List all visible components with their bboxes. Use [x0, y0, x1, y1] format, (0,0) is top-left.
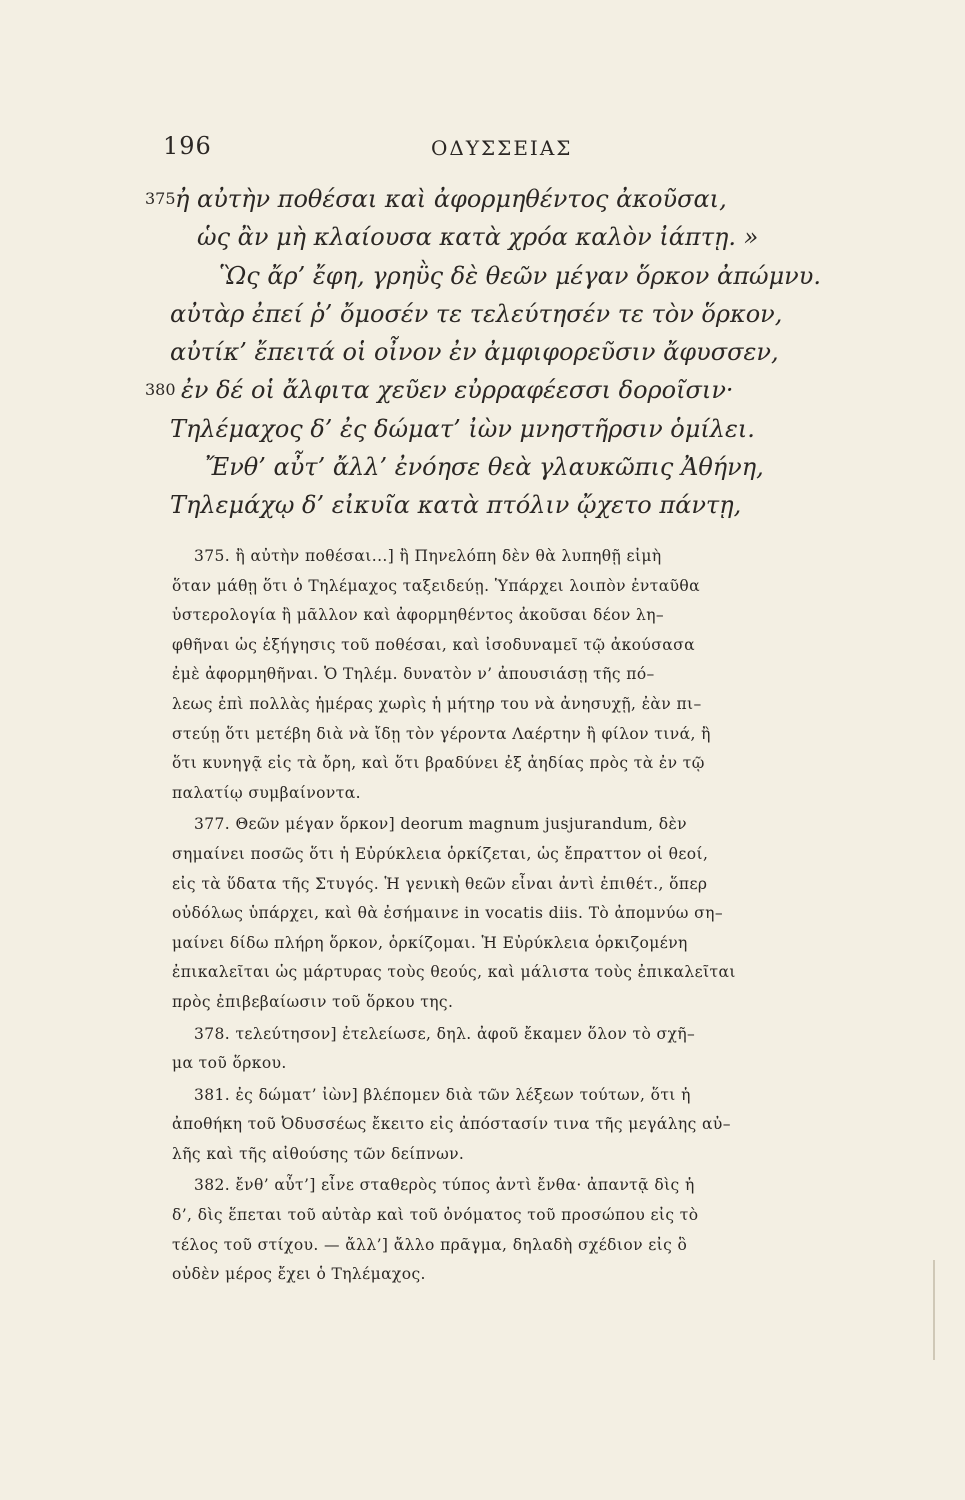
note-line: οὐδόλως ὑπάρχει, καὶ θὰ ἐσήμαινε in vocatis diis. Τὸ ἀπομνύω ση–: [172, 904, 723, 923]
verse-line: [145, 333, 805, 371]
note-line: πρὸς ἐπιβεβαίωσιν τοῦ ὅρκου της.: [172, 992, 454, 1011]
note-line: παλατίῳ συμβαίνοντα.: [172, 783, 361, 802]
verse-text: Τηλεμάχῳ δ’ εἰκυῖα κατὰ πτόλιν ᾤχετο πάντῃ,: [170, 491, 742, 520]
page-edge-mark: [933, 1260, 935, 1360]
verse-text: αὐτίκ’ ἔπειτά οἱ οἶνον ἐν ἀμφιφορεῦσιν ἄφυσσεν,: [170, 338, 779, 367]
note-line: ὑστερολογία ἢ μᾶλλον καὶ ἀφορμηθέντος ἀκοῦσαι δέον λη–: [172, 606, 665, 625]
note-line: φθῆναι ὡς ἐξήγησις τοῦ ποθέσαι, καὶ ἰσοδυναμεῖ τῷ ἀκούσασα: [172, 635, 695, 654]
verse-text: Ἔνθ’ αὖτ’ ἄλλ’ ἐνόησε θεὰ γλαυκῶπις Ἀθήνη,: [205, 453, 764, 482]
note-line: εἰς τὰ ὕδατα τῆς Στυγός. Ἡ γενικὴ θεῶν εἶναι ἀντὶ ἐπιθέτ., ὅπερ: [172, 874, 708, 893]
note-line: λῆς καὶ τῆς αἰθούσης τῶν δείπνων.: [172, 1144, 465, 1163]
page-header: [163, 132, 793, 172]
note-line: στεύῃ ὅτι μετέβη διὰ νὰ ἴδῃ τὸν γέροντα Λαέρτην ἢ φίλον τινά, ἢ: [172, 724, 711, 743]
verse-text: αὐτὰρ ἐπεί ῥ’ ὄμοσέν τε τελεύτησέν τε τὸν ὅρκον,: [170, 299, 783, 328]
note-line: 375. ἢ αὐτὴν ποθέσαι...] ἢ Πηνελόπη δὲν θὰ λυπηθῇ εἰμὴ: [194, 547, 662, 565]
verse-line: [145, 448, 805, 486]
note-line: ὅταν μάθῃ ὅτι ὁ Τηλέμαχος ταξειδεύῃ. Ὑπάρχει λοιπὸν ἐνταῦθα: [172, 576, 701, 595]
verse-line: [145, 371, 805, 409]
note-line: σημαίνει ποσῶς ὅτι ἡ Εὐρύκλεια ὁρκίζεται, ὡς ἔπραττον οἱ θεοί,: [172, 844, 709, 863]
verse-line: [145, 295, 805, 333]
verse-text: ἠ αὐτὴν ποθέσαι καὶ ἀφορμηθέντος ἀκοῦσαι,: [175, 185, 727, 213]
verse-line: [145, 257, 821, 295]
verse-line: [145, 486, 805, 524]
verse-number: 375: [145, 189, 176, 208]
commentary-notes: [172, 542, 822, 1290]
note-line: οὐδὲν μέρος ἔχει ὁ Τηλέμαχος.: [172, 1265, 426, 1284]
verse-line: [145, 218, 805, 256]
note-line: 382. ἔνθ’ αὖτ’] εἶνε σταθερὸς τύπος ἀντὶ ἔνθα· ἀπαντᾷ δὶς ἡ: [194, 1176, 695, 1195]
verse-line: [145, 180, 805, 218]
note-line: 381. ἐς δώματ’ ἰὼν] βλέπομεν διὰ τῶν λέξεων τούτων, ὅτι ἡ: [194, 1085, 691, 1104]
note-line: ἐμὲ ἀφορμηθῆναι. Ὁ Τηλέμ. δυνατὸν ν’ ἀπουσιάσῃ τῆς πό–: [172, 665, 655, 684]
note-line: 377. Θεῶν μέγαν ὅρκον] deorum magnum jusjurandum, δὲν: [194, 815, 687, 834]
note-line: τέλος τοῦ στίχου. — ἄλλ’] ἄλλο πρᾶγμα, δηλαδὴ σχέδιον εἰς ὃ: [172, 1235, 688, 1254]
verse-line: [145, 410, 805, 448]
note-line: μαίνει δίδω πλήρη ὅρκον, ὁρκίζομαι. Ἡ Εὐρύκλεια ὁρκιζομένη: [172, 933, 688, 952]
running-title: ΟΔΥΣΣΕΙΑΣ: [431, 136, 573, 160]
note-line: δ’, δὶς ἕπεται τοῦ αὐτὰρ καὶ τοῦ ὀνόματος τοῦ προσώπου εἰς τὸ: [172, 1206, 699, 1225]
note-line: ἀποθήκη τοῦ Ὀδυσσέως ἔκειτο εἰς ἀπόστασίν τινα τῆς μεγάλης αὐ–: [172, 1115, 731, 1134]
note-line: ὅτι κυνηγᾷ εἰς τὰ ὄρη, καὶ ὅτι βραδύνει ἐξ ἀηδίας πρὸς τὰ ἐν τῷ: [172, 754, 705, 773]
page-number: 196: [163, 132, 212, 160]
verse-text: ἐν δέ οἱ ἄλφιτα χεῦεν εὐρραφέεσσι δοροῖσιν·: [181, 376, 734, 405]
verse-number: 380: [145, 380, 176, 400]
verse-text: Τηλέμαχος δ’ ἐς δώματ’ ἰὼν μνηστῆρσιν ὁμίλει.: [170, 414, 755, 443]
verse-block: [145, 180, 821, 525]
verse-text: ὡς ἂν μὴ κλαίουσα κατὰ χρόα καλὸν ἰάπτῃ. »: [197, 223, 759, 252]
note-line: 378. τελεύτησον] ἐτελείωσε, δηλ. ἀφοῦ ἔκαμεν ὅλον τὸ σχῆ–: [194, 1024, 696, 1043]
note-line: μα τοῦ ὅρκου.: [172, 1054, 287, 1073]
note-line: ἐπικαλεῖται ὡς μάρτυρας τοὺς θεούς, καὶ μάλιστα τοὺς ἐπικαλεῖται: [172, 963, 736, 982]
note-line: λεως ἐπὶ πολλὰς ἡμέρας χωρὶς ἡ μήτηρ του νὰ ἀνησυχῇ, ἐὰν πι–: [172, 694, 702, 713]
verse-text: Ὣς ἄρ’ ἔφη, γρηῢς δὲ θεῶν μέγαν ὅρκον ἀπώμνυ.: [219, 261, 821, 290]
